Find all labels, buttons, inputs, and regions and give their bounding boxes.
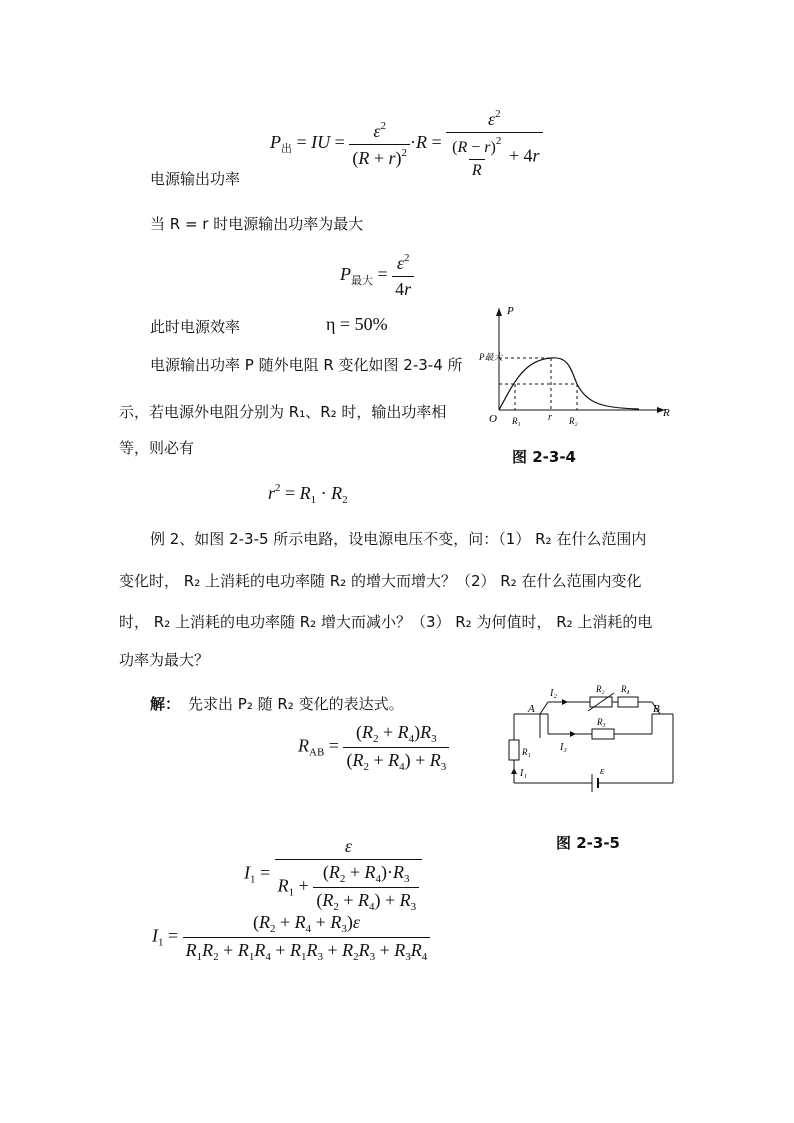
max-condition: 当 R = r 时电源输出功率为最大 [150,215,364,233]
emf-label: ε [600,765,605,777]
r1-tick-label: R₁ [512,416,521,426]
formula-p-max: $P_{最大}$ = $\frac{\varepsilon^2}{4r}$ [340,252,414,300]
r4-label: R₄ [621,684,630,694]
node-a-label: A [528,703,535,715]
figure-2-caption: 图 2-3-5 [556,834,620,852]
solution-label: 解： [150,695,181,713]
r-tick-label: r [548,412,552,423]
example-line-4: 功率为最大？ [119,651,210,669]
formula-r-squared: $r^2 = R_1 \cdot R_2$ [268,482,348,506]
solution-text: 先求出 P₂ 随 R₂ 变化的表达式。 [188,695,404,713]
output-power-label: 电源输出功率 [150,170,241,188]
x-axis-label: R [663,407,670,419]
i1-label: I₁ [520,768,527,779]
r3-label: R₃ [597,717,606,727]
paragraph-line-2: 示，若电源外电阻分别为 R₁、R₂ 时，输出功率相 [119,403,447,421]
circuit-figure [500,678,680,793]
paragraph-line-3: 等，则必有 [119,439,195,457]
origin-label: O [489,413,497,425]
paragraph-line-1: 电源输出功率 P 随外电阻 R 变化如图 2-3-4 所 [150,356,463,374]
efficiency-value: η = 50% [326,314,388,334]
power-curve-figure [479,300,675,435]
example-line-3: 时， R₂ 上消耗的电功率随 R₂ 增大而减小？（3） R₂ 为何值时， R₂ 上消耗的电 [119,613,653,631]
efficiency-label: 此时电源效率 [150,318,241,336]
r2-label: R₂ [596,684,605,694]
i2-label: I₂ [550,688,557,699]
formula-i1-b: $I_1$ = $\frac{(R_2 + R_4 + R_3)\varepsilon}{R_1R_2 + R_1R_4 + R_1R_3 + R_2R_3 + R_3R_4}$ [152,912,430,963]
r2-tick-label: R₂ [569,416,578,426]
i3-label: I₃ [560,742,567,753]
formula-p-out: $P_出$ = IU = $\frac{\varepsilon^2}{(R + r)^2}$ ·R = $\varepsilon^2$ $\frac{(R - r)^2}{R}$ + 4r [270,108,543,180]
example-line-2: 变化时， R₂ 上消耗的电功率随 R₂ 的增大而增大？（2） R₂ 在什么范围内变化 [119,572,642,590]
pmax-label: P最大 [479,352,503,362]
figure-1-caption: 图 2-3-4 [512,448,576,466]
formula-r-ab: $R_{AB}$ = $\frac{(R_2 + R_4)R_3}{(R_2 + R_4) + R_3}$ [298,722,449,773]
node-b-label: B [653,703,660,715]
example-line-1: 例 2、如图 2-3-5 所示电路，设电源电压不变，问：（1） R₂ 在什么范围内 [150,530,647,548]
formula-i1-a: $I_1$ = ε $R_1$ + $\frac{(R_2 + R_4)\cdot R_3}{(R_2 + R_4) + R_3}$ [244,836,422,913]
r1-label: R₁ [522,747,531,757]
y-axis-label: P [507,305,514,317]
